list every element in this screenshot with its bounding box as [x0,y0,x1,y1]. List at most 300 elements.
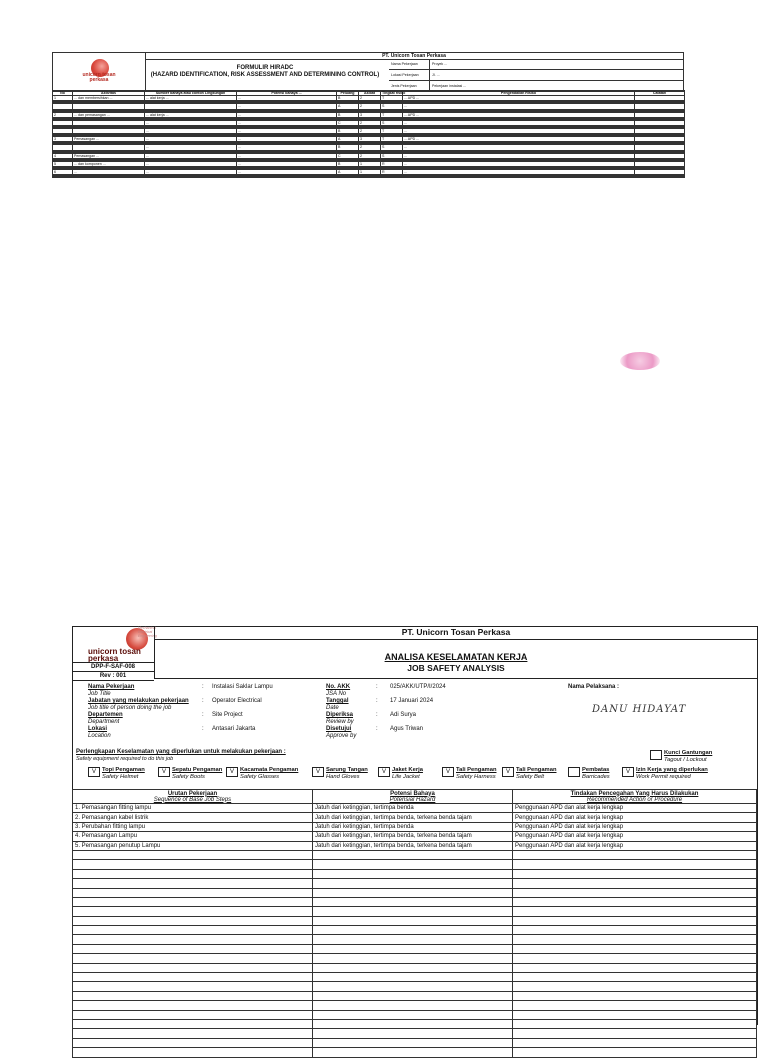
hiradc-cell: 3 [359,112,381,117]
field-sublabel: Review by [326,718,354,725]
checkbox-mark[interactable]: V [226,767,238,777]
jsa-step-cell [513,860,757,869]
field-label: No. AKK [326,684,351,690]
hiradc-cell: ... [237,120,337,125]
jsa-step-cell: Penggunaan APD dan alat kerja lengkap [513,841,757,850]
jsa-step-cell [73,1029,313,1038]
hiradc-cell: 6 [53,170,73,175]
jsa-step-cell [73,1019,313,1028]
logo-wordmark: unicorn tosan perkasa [88,647,141,663]
ppe-label: Sepatu Pengaman [172,767,223,773]
hiradc-cell: ... [403,120,635,125]
hiradc-cell [359,177,381,178]
hiradc-table [52,90,685,178]
hiradc-cell: 2 [359,153,381,158]
jsa-step-row [73,869,757,878]
field-value: 17 Januari 2024 [390,698,434,704]
info-date: Tanggal Date : 17 Januari 2024 [326,698,556,711]
ppe-glasses-checkbox[interactable] [226,767,298,780]
jsa-step-cell [73,916,313,925]
hiradc-cell: ... [145,129,237,134]
jsa-step-cell [513,926,757,935]
hiradc-cell: T [381,137,403,142]
hiradc-cell: 1 [359,170,381,175]
hiradc-cell: ... [237,161,337,166]
field-value: Operator Electrical [212,698,262,704]
field-label: Lokasi [88,726,108,732]
header-sublabel: Potensial Hazard [389,796,436,803]
jsa-step-cell [313,860,513,869]
hiradc-cell: R [381,170,403,175]
jsa-title-en: JOB SAFETY ANALYSIS [407,663,505,673]
jsa-step-cell [513,1010,757,1019]
header-label: Potensi Bahaya [390,790,435,797]
jsa-sheet [72,626,758,1024]
ppe-sublabel: Barricades [582,773,610,780]
jsa-step-cell: Jatuh dari ketinggian, tertimpa benda, terkena benda tajam [313,813,513,822]
hiradc-cell: S [381,104,403,109]
info-location: Lokasi Location : Antasari Jakarta [88,726,388,739]
jsa-step-cell [313,850,513,859]
revision: Rev : 001 [72,672,154,681]
ppe-title: Perlengkapan Keselamatan yang diperlukan untuk melakukan pekerjaan : [76,749,286,755]
hiradc-cell: T [381,112,403,117]
jsa-title-block [154,639,757,679]
hiradc-cell: ... [145,137,237,142]
jsa-step-cell [73,869,313,878]
hiradc-cell: C [337,153,359,158]
jsa-steps-header [73,790,757,804]
jsa-step-row [73,804,757,813]
jsa-step-cell [73,1048,313,1057]
col-header-hazard [313,790,513,804]
jsa-step-cell [513,954,757,963]
hiradc-cell: 2 [359,120,381,125]
jsa-title-id: ANALISA KESELAMATAN KERJA [384,652,528,662]
meta-key: Nama Pekerjaan [389,59,430,69]
ppe-barricades-checkbox[interactable] [568,767,610,780]
header-label: Tindakan Pencegahan Yang Harus Dilakukan [570,790,699,797]
info-job-title: Nama Pekerjaan Job Title : Instalasi Saklar Lampu [88,684,388,697]
hiradc-meta [389,59,683,92]
hiradc-cell: A [337,137,359,142]
hiradc-cell: ... [73,170,145,175]
jsa-steps-body [73,804,757,1058]
field-label: Jabatan yang melakukan pekerjaan [88,698,189,704]
ppe-boots-checkbox[interactable] [158,767,222,780]
field-value: Adi Surya [390,712,417,718]
ppe-helmet-checkbox[interactable] [88,767,145,780]
field-sublabel: JSA No [326,690,347,697]
jsa-step-cell [73,926,313,935]
jsa-step-row [73,907,757,916]
hiradc-cell: A [337,104,359,109]
jsa-step-cell [313,907,513,916]
checkbox-mark[interactable]: V [312,767,324,777]
field-label: Departemen [88,712,123,718]
jsa-step-cell [73,1010,313,1019]
hiradc-cell: ... [403,129,635,134]
jsa-step-cell [73,897,313,906]
worker-label-text: Nama Pelaksana : [568,684,620,690]
field-value: Instalasi Saklar Lampu [212,684,273,690]
jsa-step-row [73,982,757,991]
field-sublabel: Date [326,704,339,711]
jsa-step-cell: Penggunaan APD dan alat kerja lengkap [513,813,757,822]
info-department: Departemen Department : Site Project [88,712,388,725]
jsa-step-cell [313,926,513,935]
jsa-step-cell [313,1001,513,1010]
hiradc-cell: ... [403,170,635,175]
hiradc-cell: ... [403,145,635,150]
ppe-label: Topi Pengaman [102,767,145,773]
jsa-step-row [73,832,757,841]
hiradc-cell: ... [145,161,237,166]
hiradc-cell: ... [237,145,337,150]
jsa-step-cell: Jatuh dari ketinggian, tertimpa benda, terkena benda tajam [313,832,513,841]
jsa-step-cell: 5. Pemasangan penutup Lampu [73,841,313,850]
jsa-step-cell [513,991,757,1000]
jsa-company: PT. Unicorn Tosan Perkasa [154,626,757,640]
logo-wordmark: unicorn tosan perkasa [82,72,116,83]
hiradc-cell: 3 [53,137,73,142]
checkbox-mark[interactable] [650,750,662,760]
field-sublabel: Job title of person doing the job [88,704,172,711]
checkbox-mark[interactable]: V [502,767,514,777]
jsa-step-row [73,1010,757,1019]
field-label: Tanggal [326,698,349,704]
hiradc-cell: B [337,145,359,150]
ppe-gloves-checkbox[interactable] [312,767,368,780]
hiradc-cell: 2 [359,96,381,101]
hiradc-row [53,177,685,178]
document-number-box [72,662,155,679]
hiradc-cell: ... [403,153,635,158]
jsa-step-cell [73,1038,313,1047]
jsa-step-cell [313,1038,513,1047]
hiradc-cell: ... [237,153,337,158]
jsa-step-cell [513,916,757,925]
jsa-step-cell: 1. Pemasangan fitting lampu [73,804,313,813]
hiradc-cell: Pemasangan ... [73,137,145,142]
jsa-step-cell: Jatuh dari ketinggian, tertimpa benda [313,822,513,831]
ppe-belt-checkbox[interactable] [502,767,556,780]
col-header: Sumber bahaya atau contoh Lingkungan [145,91,237,96]
hiradc-cell: S [381,120,403,125]
col-header: Tingkat risiko [382,91,406,95]
ppe-jacket-checkbox[interactable] [378,767,423,780]
hiradc-cell [403,177,635,178]
jsa-step-cell [513,1019,757,1028]
jsa-step-cell [313,1019,513,1028]
hiradc-cell: ... [237,112,337,117]
jsa-step-cell [313,954,513,963]
hiradc-cell: ... dan pemasangan ... [73,112,145,117]
field-sublabel: Approve by [326,732,357,739]
hiradc-cell: ... [237,170,337,175]
hiradc-cell: ... APD ... [403,96,635,101]
jsa-step-cell [313,944,513,953]
ppe-sublabel: Work Permit required [636,773,691,780]
hiradc-cell [381,177,403,178]
hiradc-cell: ... [145,120,237,125]
header-label: Urutan Pekerjaan [167,790,218,797]
hiradc-cell: ... dan membersihkan ... [73,96,145,101]
hiradc-cell: ... [145,153,237,158]
hiradc-cell: ... [237,137,337,142]
jsa-step-cell [313,916,513,925]
ppe-sublabel: Life Jacket [392,773,420,780]
jsa-step-cell [513,897,757,906]
field-label: Diperiksa [326,712,354,718]
ppe-sublabel: Safety Boots [172,773,205,780]
header-sublabel: Recommended Action or Procedure [586,796,683,803]
jsa-step-cell [513,1029,757,1038]
hiradc-title-line1: FORMULIR HIRADC [236,65,294,71]
jsa-step-cell [513,982,757,991]
jsa-step-cell [73,888,313,897]
info-approved-by: Disetujui Approve by : Agus Triwan [326,726,556,739]
hiradc-cell: B [337,129,359,134]
jsa-step-cell [313,982,513,991]
ppe-sublabel: Safety Harness [456,773,496,780]
hiradc-cell: ... [145,170,237,175]
col-header: Aktivitas [73,91,145,96]
jsa-step-cell [73,944,313,953]
jsa-step-row [73,1038,757,1047]
hiradc-cell: R [381,161,403,166]
ppe-label: Kunci Gantungan [664,750,713,756]
hiradc-cell: ... alat kerja ... [145,96,237,101]
ppe-label: Jaket Kerja [392,767,423,773]
hiradc-cell: ... [403,161,635,166]
jsa-step-row [73,926,757,935]
hiradc-sheet [52,52,684,352]
hiradc-cell: T [381,96,403,101]
company-stamp [620,352,660,370]
hiradc-cell: T [381,129,403,134]
jsa-step-cell: 3. Perubahan fitting lampu [73,822,313,831]
hiradc-cell: C [337,120,359,125]
hiradc-cell: ... APD ... [403,112,635,117]
hiradc-cell: B [337,112,359,117]
hiradc-header [52,52,684,92]
hiradc-cell: 2 [359,145,381,150]
jsa-step-row [73,888,757,897]
ppe-sublabel: Safety Glasses [240,773,279,780]
col-header: No [53,91,73,96]
jsa-step-cell [513,850,757,859]
jsa-step-row [73,1048,757,1057]
col-header: Potensi bahaya ... [237,91,337,96]
jsa-step-cell [513,1038,757,1047]
hiradc-cell: ... dan komponen ... [73,161,145,166]
ppe-label: Sarung Tangan [326,767,368,773]
jsa-step-cell [313,879,513,888]
hiradc-cell [635,177,685,178]
meta-value: Pekerjaan instalasi ... [432,84,467,88]
jsa-step-cell [313,935,513,944]
jsa-step-row [73,944,757,953]
field-value: Antasari Jakarta [212,726,256,732]
jsa-step-cell [513,1048,757,1057]
jsa-step-row [73,897,757,906]
hiradc-cell: ... [145,145,237,150]
checkbox-mark[interactable]: V [442,767,454,777]
field-sublabel: Location [88,732,111,739]
hiradc-cell [53,177,73,178]
info-jsa-no: No. AKK JSA No : 025/AKK/UTP/I/2024 [326,684,556,697]
field-sublabel: Department [88,718,120,725]
hiradc-cell: 2 [359,104,381,109]
field-value: Site Project [212,712,243,718]
jsa-step-cell [73,982,313,991]
jsa-step-cell [313,973,513,982]
jsa-step-row [73,860,757,869]
jsa-step-cell [513,973,757,982]
jsa-step-cell [513,879,757,888]
hiradc-cell [73,177,145,178]
hiradc-cell: ... [403,104,635,109]
ppe-lockout-checkbox[interactable] [650,750,712,763]
jsa-step-cell: Jatuh dari ketinggian, tertimpa benda, terkena benda tajam [313,841,513,850]
hiradc-cell: 4 [53,153,73,158]
jsa-step-cell [313,1048,513,1057]
jsa-step-row [73,879,757,888]
document-number: DPP-F-SAF-008 [72,663,154,672]
jsa-step-cell [513,1001,757,1010]
hiradc-cell: 2 [53,112,73,117]
meta-value: Proyek ... [432,62,448,66]
jsa-step-row [73,813,757,822]
hiradc-cell: ... alat kerja ... [145,112,237,117]
hiradc-title-line2: (HAZARD IDENTIFICATION, RISK ASSESSMENT AND DETERMINING CONTROL) [150,72,380,78]
header-sublabel: Sequence of Base Job Steps [153,796,232,803]
jsa-step-cell [73,907,313,916]
jsa-step-cell [73,973,313,982]
hiradc-cell: ... [237,104,337,109]
checkbox-mark[interactable]: V [88,767,100,777]
logo-tagline: Mechanical Electrical Engineering [138,626,157,638]
hiradc-cell: S [381,153,403,158]
jsa-step-cell [313,888,513,897]
ppe-label: Pembatas [582,767,610,773]
hiradc-cell: ... [237,129,337,134]
jsa-step-cell [313,1010,513,1019]
jsa-step-cell: Penggunaan APD dan alat kerja lengkap [513,832,757,841]
ppe-sublabel: Safety Helmet [102,773,139,780]
jsa-step-cell [513,944,757,953]
jsa-step-cell [513,888,757,897]
ppe-label: Izin Kerja yang diperlukan [636,767,708,773]
hiradc-cell [337,177,359,178]
ppe-harness-checkbox[interactable] [442,767,496,780]
jsa-step-cell [73,935,313,944]
field-value: 025/AKK/UTP/I/2024 [390,684,446,690]
hiradc-cell: 3 [359,137,381,142]
worker-label [568,684,619,691]
hiradc-cell: ... APD ... [403,137,635,142]
ppe-label: Tali Pengaman [456,767,497,773]
hiradc-title [145,65,385,79]
hiradc-cell: A [337,170,359,175]
jsa-step-cell: Jatuh dari ketinggian, tertimpa benda [313,804,513,813]
hiradc-cell: B [337,161,359,166]
hiradc-cell: 1 [53,96,73,101]
col-header: Peluang [337,91,359,96]
col-header: Akibat [359,91,381,96]
jsa-step-cell [73,850,313,859]
jsa-step-cell [313,869,513,878]
hiradc-cell: S [381,145,403,150]
ppe-subtitle: Safety equipment required to do this job [76,756,174,762]
info-position: Jabatan yang melakukan pekerjaan Job title of person doing the job : Operator Electrical [88,698,388,711]
field-sublabel: Job Title [88,690,111,697]
jsa-step-cell [73,991,313,1000]
hiradc-meta-row [389,70,683,81]
jsa-step-row [73,841,757,850]
ppe-label: Tali Pengaman [516,767,557,773]
hiradc-cell: B [337,96,359,101]
jsa-step-cell [513,963,757,972]
jsa-step-cell [73,963,313,972]
meta-value: Jl. ... [432,73,440,77]
ppe-label: Kacamata Pengaman [240,767,299,773]
jsa-step-cell [513,935,757,944]
col-header: Catatan [635,91,685,96]
worker-signature: DANU HIDAYAT [592,704,687,715]
meta-key: Jenis Pekerjaan [389,81,430,91]
jsa-step-cell [313,991,513,1000]
checkbox-mark[interactable]: V [622,767,634,777]
hiradc-cell: 1 [359,161,381,166]
ppe-permit-checkbox[interactable] [622,767,708,780]
jsa-steps-table [72,789,757,1058]
jsa-step-row [73,916,757,925]
jsa-step-row [73,963,757,972]
checkbox-mark[interactable] [568,767,580,777]
field-value: Agus Triwan [390,726,424,732]
hiradc-cell [237,177,337,178]
hiradc-cell: Pemasangan ... [73,153,145,158]
hiradc-cell: 2 [359,129,381,134]
ppe-sublabel: Hand Gloves [326,773,360,780]
jsa-step-row [73,822,757,831]
checkbox-mark[interactable]: V [158,767,170,777]
jsa-step-cell [513,907,757,916]
jsa-step-cell [73,879,313,888]
hiradc-company: PT. Unicorn Tosan Perkasa [145,53,683,60]
field-label: Disetujui [326,726,352,732]
jsa-step-row [73,973,757,982]
jsa-step-cell [73,1001,313,1010]
jsa-step-row [73,850,757,859]
jsa-step-row [73,1001,757,1010]
checkbox-mark[interactable]: V [378,767,390,777]
hiradc-cell: ... [237,96,337,101]
jsa-step-row [73,991,757,1000]
hiradc-cell: 5 [53,161,73,166]
jsa-step-cell [73,860,313,869]
ppe-sublabel: Safety Belt [516,773,545,780]
meta-key: Lokasi Pekerjaan [389,70,430,80]
field-label: Nama Pekerjaan [88,684,135,690]
jsa-step-row [73,1019,757,1028]
jsa-step-cell [313,897,513,906]
col-header-action [513,790,757,804]
jsa-step-row [73,935,757,944]
jsa-step-cell: 2. Pemasangan kabel listrik [73,813,313,822]
